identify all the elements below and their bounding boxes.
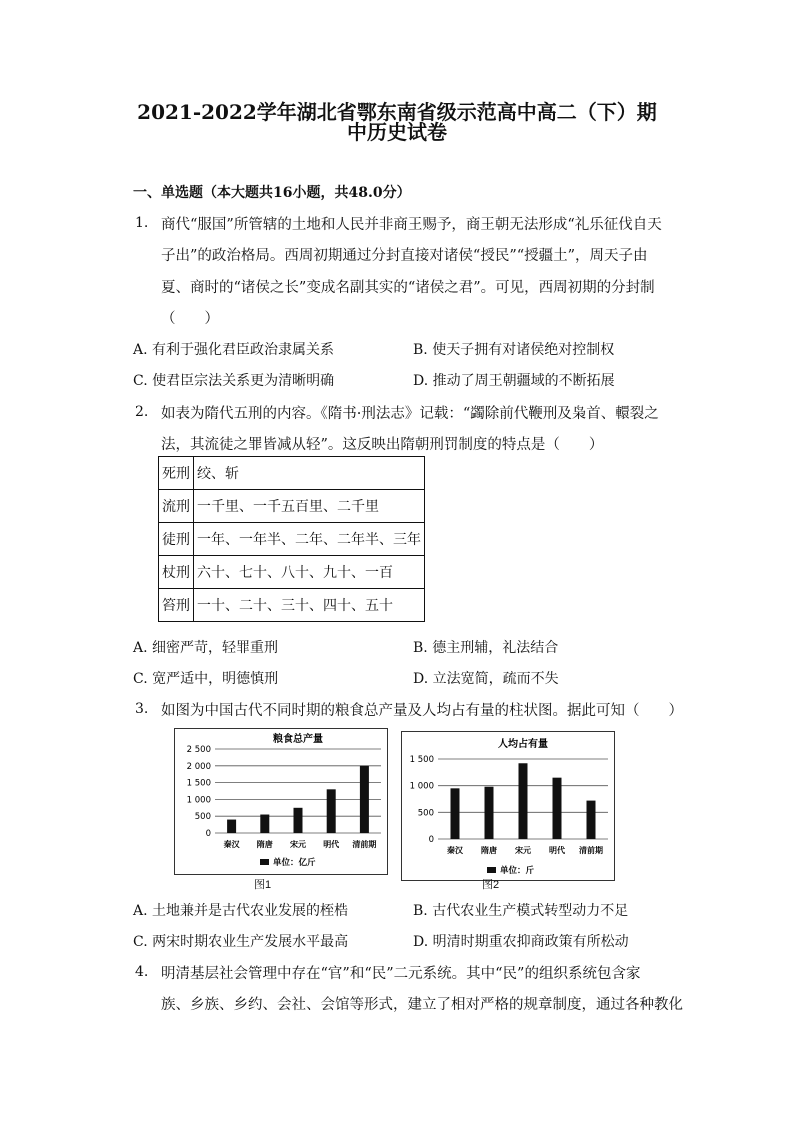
table-cell-key: 流刑 — [159, 490, 194, 523]
section-heading: 一、单选题（本大题共16小题，共48.0分） — [133, 185, 411, 201]
y-tick-label: 1 000 — [186, 795, 211, 806]
page-title-line2: 中历史试卷 — [347, 120, 447, 144]
x-tick-label: 秦汉 — [447, 846, 463, 855]
bar — [485, 787, 494, 839]
q1-line-4: （ ） — [161, 311, 219, 327]
q4-number: 4. — [135, 964, 149, 980]
q3-line-1: 如图为中国古代不同时期的粮食总产量及人均占有量的柱状图。据此可知（ ） — [161, 703, 683, 719]
q1-option-c[interactable]: C. 使君臣宗法关系更为清晰明确 — [133, 373, 335, 389]
bar — [260, 815, 269, 833]
x-tick-label: 隋唐 — [481, 846, 497, 855]
x-tick-label: 宋元 — [515, 846, 531, 855]
q1-line-3: 夏、商时的“诸侯之长”变成名副其实的“诸侯之君”。可见，西周初期的分封制 — [161, 280, 655, 296]
bar — [587, 801, 596, 839]
q4-line-2: 族、乡族、乡约、会社、会馆等形式，建立了相对严格的规章制度，通过各种教化 — [161, 997, 683, 1013]
legend-label: 单位：亿斤 — [273, 858, 316, 868]
y-tick-label: 2 500 — [186, 745, 211, 755]
x-tick-label: 清前期 — [579, 846, 603, 855]
table-cell-value: 一千里、一千五百里、二千里 — [194, 490, 425, 523]
chart-title: 人均占有量 — [498, 739, 548, 750]
q1-line-2: 子出”的政治格局。西周初期通过分封直接对诸侯“授民”“授疆土”，周天子由 — [161, 248, 648, 264]
q2-line-2: 法，其流徒之罪皆减从轻”。这反映出隋朝刑罚制度的特点是（ ） — [161, 437, 604, 453]
chart-per-capita-grain — [401, 731, 615, 881]
q4-line-1: 明清基层社会管理中存在“官”和“民”二元系统。其中“民”的组织系统包含家 — [161, 966, 641, 982]
table-cell-key: 徒刑 — [159, 523, 194, 556]
bar — [294, 808, 303, 833]
q1-number: 1. — [135, 215, 149, 231]
legend-swatch — [487, 867, 496, 873]
table-row — [159, 556, 425, 589]
q2-option-a[interactable]: A. 细密严苛，轻罪重刑 — [133, 640, 279, 656]
bar — [553, 778, 562, 839]
x-tick-label: 明代 — [323, 840, 340, 849]
chart-grain-total-output — [174, 728, 388, 875]
q3-number: 3. — [135, 701, 149, 717]
table-cell-value: 绞、斩 — [194, 457, 425, 490]
table-row — [159, 589, 425, 622]
legend-label: 单位：斤 — [500, 866, 535, 876]
bar — [519, 763, 528, 839]
bar — [227, 820, 236, 833]
legend-swatch — [260, 859, 269, 865]
q2-option-c[interactable]: C. 宽严适中，明德慎刑 — [133, 671, 279, 687]
q3-option-c[interactable]: C. 两宋时期农业生产发展水平最高 — [133, 934, 349, 950]
y-tick-label: 2 000 — [186, 761, 211, 772]
q2-option-b[interactable]: B. 德主刑辅，礼法结合 — [413, 640, 559, 656]
q2-line-1: 如表为隋代五刑的内容。《隋书·刑法志》记载：“蠲除前代鞭刑及枭首、轘裂之 — [161, 406, 659, 422]
q2-option-d[interactable]: D. 立法宽简，疏而不失 — [413, 671, 559, 687]
q1-line-1: 商代“服国”所管辖的土地和人民并非商王赐予，商王朝无法形成“礼乐征伐自天 — [161, 217, 662, 233]
x-tick-label: 秦汉 — [223, 840, 240, 849]
table-cell-value: 一十、二十、三十、四十、五十 — [194, 589, 425, 622]
x-tick-label: 隋唐 — [256, 840, 273, 849]
y-tick-label: 1 000 — [409, 781, 434, 792]
q1-option-a[interactable]: A. 有利于强化君臣政治隶属关系 — [133, 342, 335, 358]
q3-option-b[interactable]: B. 古代农业生产模式转型动力不足 — [413, 903, 629, 919]
bar — [360, 766, 369, 833]
table-row — [159, 523, 425, 556]
table-row — [159, 457, 425, 490]
bar — [451, 788, 460, 839]
y-tick-label: 500 — [194, 812, 211, 823]
y-tick-label: 500 — [417, 808, 434, 819]
punishment-table — [158, 456, 425, 622]
x-tick-label: 清前期 — [352, 840, 377, 849]
y-tick-label: 1 500 — [186, 778, 211, 789]
y-tick-label: 0 — [205, 829, 211, 839]
table-row — [159, 490, 425, 523]
chart-title: 粮食总产量 — [273, 734, 323, 745]
y-tick-label: 1 500 — [409, 755, 434, 765]
q3-option-a[interactable]: A. 土地兼并是古代农业发展的桎梏 — [133, 903, 349, 919]
chart1-caption: 图1 — [254, 879, 272, 891]
table-cell-key: 笞刑 — [159, 589, 194, 622]
x-tick-label: 宋元 — [290, 840, 306, 849]
table-cell-key: 杖刑 — [159, 556, 194, 589]
y-tick-label: 0 — [428, 835, 434, 845]
chart2-caption: 图2 — [482, 879, 500, 891]
q1-option-d[interactable]: D. 推动了周王朝疆域的不断拓展 — [413, 373, 615, 389]
bar — [327, 789, 336, 833]
table-cell-value: 一年、一年半、二年、二年半、三年 — [194, 523, 425, 556]
table-cell-value: 六十、七十、八十、九十、一百 — [194, 556, 425, 589]
q1-option-b[interactable]: B. 使天子拥有对诸侯绝对控制权 — [413, 342, 615, 358]
x-tick-label: 明代 — [549, 846, 565, 855]
q2-number: 2. — [135, 404, 149, 420]
table-cell-key: 死刑 — [159, 457, 194, 490]
page-title-line1: 2021-2022学年湖北省鄂东南省级示范高中高二（下）期 — [137, 100, 657, 124]
q3-option-d[interactable]: D. 明清时期重农抑商政策有所松动 — [413, 934, 629, 950]
